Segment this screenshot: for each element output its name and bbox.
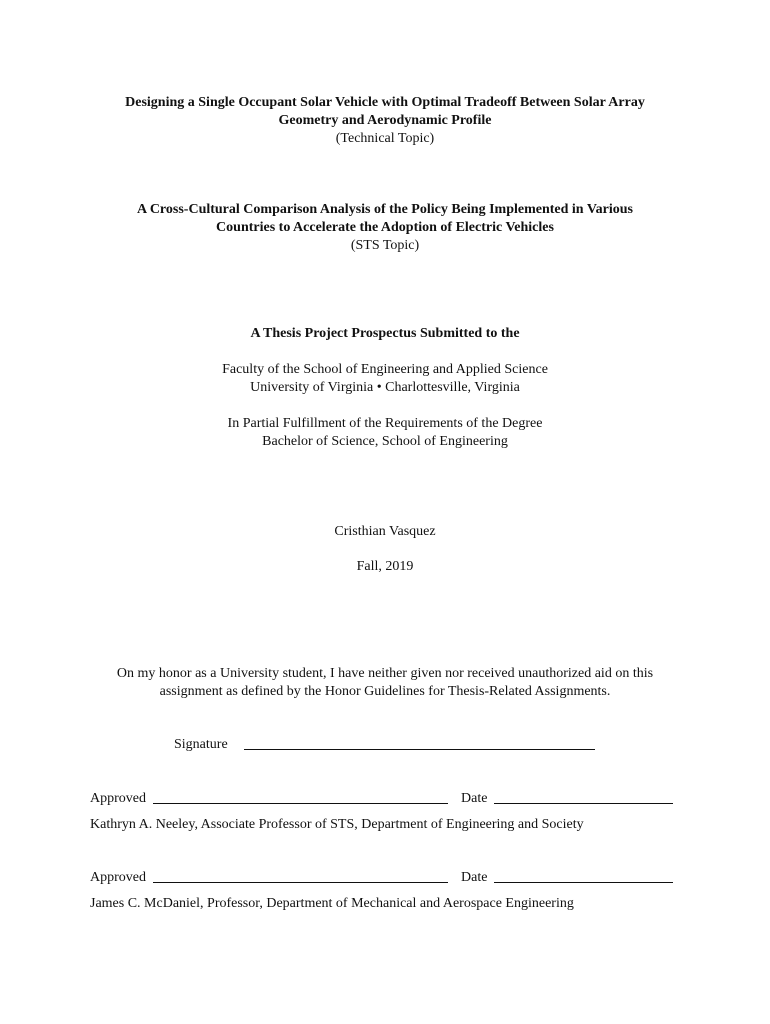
approval-signature-line-1[interactable]	[153, 803, 448, 804]
sts-title-line-2: Countries to Accelerate the Adoption of Electric Vehicles	[216, 220, 554, 235]
technical-title-line-2: Geometry and Aerodynamic Profile	[278, 113, 492, 128]
technical-title	[0, 94, 770, 130]
approval-date-line-2[interactable]	[494, 882, 673, 883]
sts-topic-label: (STS Topic)	[350, 238, 420, 253]
signature-line[interactable]	[244, 749, 595, 750]
signature-label: Signature	[174, 737, 228, 752]
faculty-line: Faculty of the School of Engineering and Applied Science	[222, 362, 548, 377]
date-label-1: Date	[461, 791, 488, 806]
approval-signature-line-2[interactable]	[153, 882, 448, 883]
fulfillment-line: In Partial Fulfillment of the Requirements of the Degree	[227, 416, 543, 431]
technical-topic-label: (Technical Topic)	[335, 131, 435, 146]
degree-line: Bachelor of Science, School of Engineering	[262, 434, 508, 449]
date-label-2: Date	[461, 870, 488, 885]
approved-label-2: Approved	[90, 870, 146, 885]
author-term: Fall, 2019	[356, 559, 414, 574]
approval-date-line-1[interactable]	[494, 803, 673, 804]
author-name: Cristhian Vasquez	[334, 524, 436, 539]
honor-pledge	[0, 665, 770, 701]
honor-pledge-line-1: On my honor as a University student, I have neither given nor received unauthorized aid on this	[116, 666, 654, 681]
technical-title-line-1: Designing a Single Occupant Solar Vehicle with Optimal Tradeoff Between Solar Array	[125, 95, 645, 110]
faculty-block	[0, 361, 770, 397]
approver-1: Kathryn A. Neeley, Associate Professor of STS, Department of Engineering and Society	[90, 817, 584, 832]
approver-2: James C. McDaniel, Professor, Department of Mechanical and Aerospace Engineering	[90, 896, 574, 911]
sts-title-line-1: A Cross-Cultural Comparison Analysis of the Policy Being Implemented in Various	[136, 202, 633, 217]
approved-label-1: Approved	[90, 791, 146, 806]
sts-title	[0, 201, 770, 237]
prospectus-heading: A Thesis Project Prospectus Submitted to the	[250, 326, 520, 341]
honor-pledge-line-2: assignment as defined by the Honor Guidelines for Thesis-Related Assignments.	[159, 684, 611, 699]
degree-block	[0, 415, 770, 451]
university-line: University of Virginia • Charlottesville, Virginia	[250, 380, 520, 395]
